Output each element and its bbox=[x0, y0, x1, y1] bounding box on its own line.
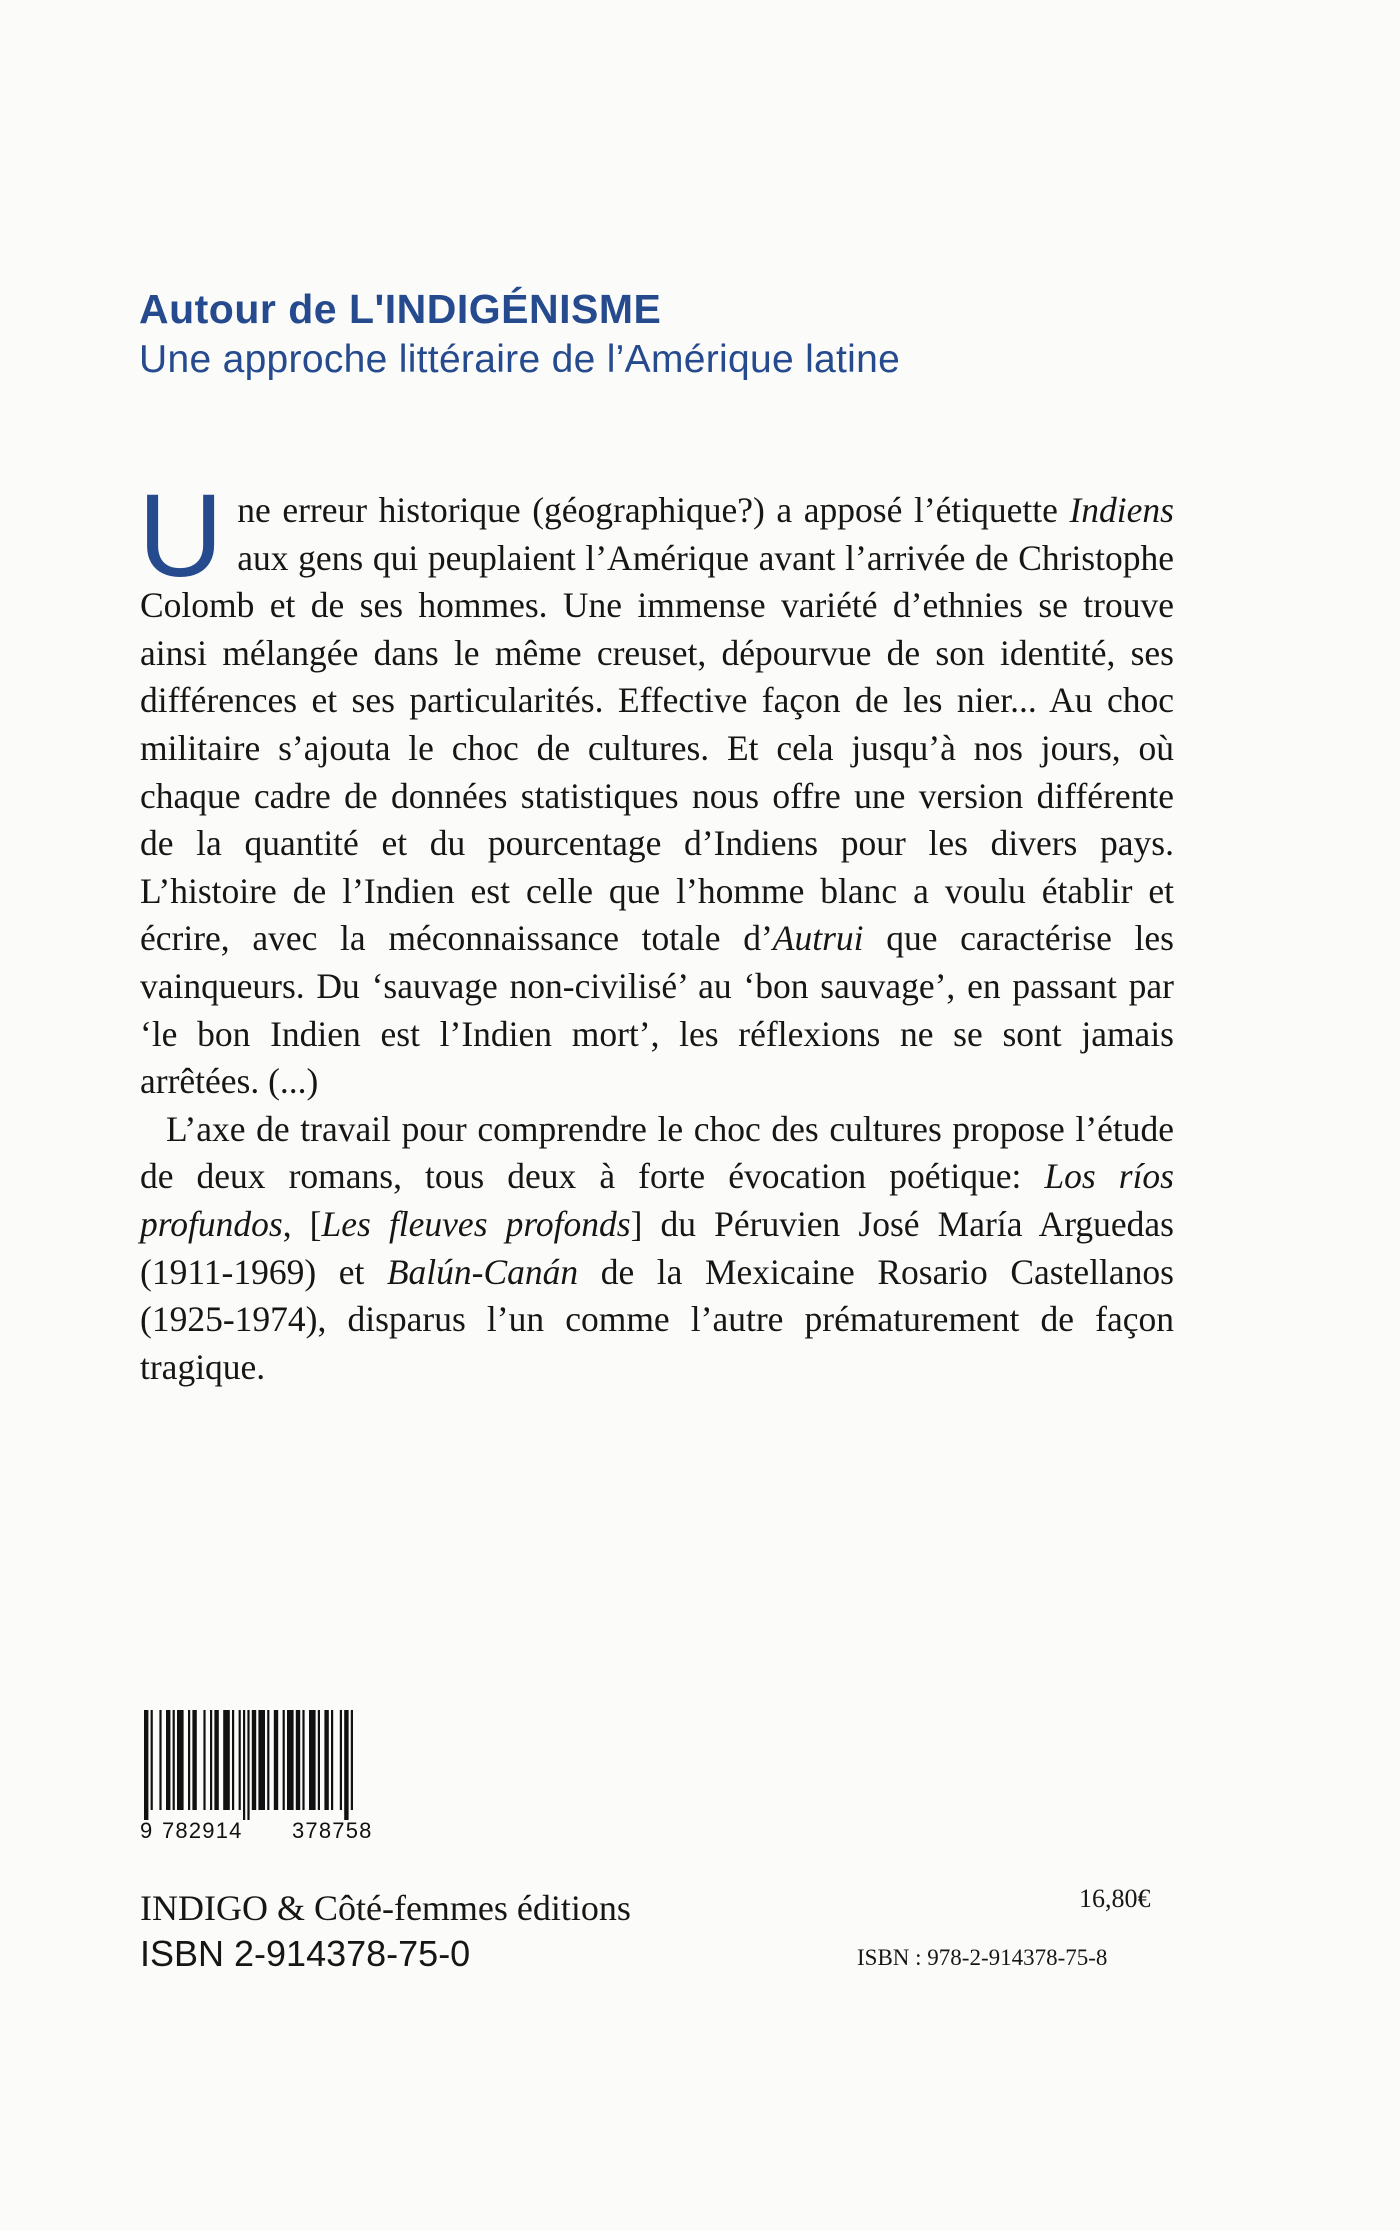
isbn-13: ISBN : 978-2-914378-75-8 bbox=[857, 1945, 1108, 1970]
barcode-bar bbox=[302, 1710, 304, 1810]
barcode-bar bbox=[210, 1710, 212, 1810]
barcode-bar bbox=[247, 1710, 249, 1820]
price: 16,80€ bbox=[1079, 1884, 1151, 1913]
p2-emphasis-los-rios: Los ríos profundos bbox=[140, 1156, 1174, 1244]
barcode-bar bbox=[223, 1710, 230, 1810]
p1-text-b: aux gens qui peuplaient l’Amérique avant l’arrivée de Christophe Colomb et de ses hommes. Une immense variété d’ethnies se trouve ainsi mélangée dans le même creuset, dépourvue de son identité, ses différences et ses particularités. Effective façon de les nier... Au choc militaire s’ajouta le choc de cultures. Et cela jusqu’à nos jours, où chaque cadre de données statistiques nous offre une version différente de la quantité et du pourcentage d’Indiens pour les divers pays. L’histoire de l’Indien est celle que l’homme blanc a voulu établir et écrire, avec la méconnaissance totale d’ bbox=[140, 537, 1174, 959]
p2-emphasis-fleuves: Les fleuves profonds bbox=[321, 1203, 631, 1244]
barcode-bar bbox=[318, 1710, 320, 1810]
barcode-bar bbox=[214, 1710, 218, 1810]
barcode-bar bbox=[144, 1710, 148, 1820]
p1-text-c: que caractérise les vainqueurs. Du ‘sauvage non-civilisé’ au ‘bon sauvage’, en passant par ‘le bon Indien est l’Indien mort’, les réflexions ne se sont jamais arrêtées. (...) bbox=[140, 918, 1174, 1102]
title-block bbox=[139, 283, 1289, 385]
barcode-bar bbox=[243, 1710, 245, 1820]
barcode-bar bbox=[188, 1710, 190, 1810]
barcode-bar bbox=[274, 1710, 278, 1810]
p2-text-a: L’axe de travail pour comprendre le choc des cultures propose l’étude de deux romans, tous deux à forte évocation poétique: bbox=[140, 1108, 1174, 1197]
book-subtitle: Une approche littéraire de l’Amérique latine bbox=[139, 338, 901, 381]
paragraph-2 bbox=[140, 1106, 1174, 1392]
barcode-bar bbox=[287, 1710, 294, 1810]
p1-text-a: ne erreur historique (géographique?) a apposé l’étiquette bbox=[237, 490, 1070, 530]
barcode-bar bbox=[232, 1710, 234, 1810]
barcode-bar bbox=[203, 1710, 205, 1810]
p2-text-b: , [ bbox=[282, 1203, 322, 1244]
barcode-bar bbox=[151, 1710, 153, 1810]
barcode-bar bbox=[331, 1710, 333, 1810]
barcode-bar bbox=[258, 1710, 265, 1810]
barcode-digit-first: 9 bbox=[140, 1818, 154, 1843]
barcode-bar bbox=[309, 1710, 316, 1810]
book-title: Autour de L'INDIGÉNISME bbox=[139, 286, 662, 332]
barcode-bar bbox=[173, 1710, 175, 1810]
p1-emphasis-indiens: Indiens bbox=[1069, 490, 1174, 530]
p2-text-c: ] du Péruvien José María Arguedas (1911-1969) et bbox=[140, 1203, 1174, 1292]
barcode-bar bbox=[177, 1710, 184, 1810]
barcode-bar bbox=[351, 1710, 353, 1810]
barcode-bars bbox=[140, 1710, 422, 1820]
barcode-digits bbox=[140, 1818, 430, 1844]
barcode-bar bbox=[252, 1710, 256, 1810]
paragraph-1 bbox=[138, 470, 1174, 1106]
blurb-text bbox=[138, 470, 1174, 1391]
barcode-bar bbox=[267, 1710, 269, 1810]
p1-emphasis-autrui: Autrui bbox=[772, 918, 864, 959]
barcode-bar bbox=[324, 1710, 328, 1810]
drop-cap: U bbox=[138, 470, 224, 602]
publisher-name: INDIGO & Côté-femmes éditions bbox=[140, 1888, 631, 1928]
barcode-digits-right: 378758 bbox=[292, 1818, 373, 1843]
barcode-bar bbox=[283, 1710, 285, 1810]
barcode-bar bbox=[166, 1710, 170, 1810]
barcode-bar bbox=[239, 1710, 241, 1810]
barcode-bar bbox=[344, 1710, 348, 1820]
barcode-bar bbox=[159, 1710, 161, 1810]
barcode-bar bbox=[340, 1710, 342, 1810]
barcode-bar bbox=[296, 1710, 300, 1810]
barcode-digits-left: 782914 bbox=[162, 1818, 243, 1843]
barcode-bar bbox=[192, 1710, 196, 1810]
p2-text-d: de la Mexicaine Rosario Castellanos (1925-1974), disparus l’un comme l’autre prématurement de façon tragique. bbox=[140, 1251, 1174, 1387]
p2-emphasis-balun: Balún-Canán bbox=[386, 1251, 579, 1292]
isbn-10: ISBN 2-914378-75-0 bbox=[140, 1933, 471, 1974]
